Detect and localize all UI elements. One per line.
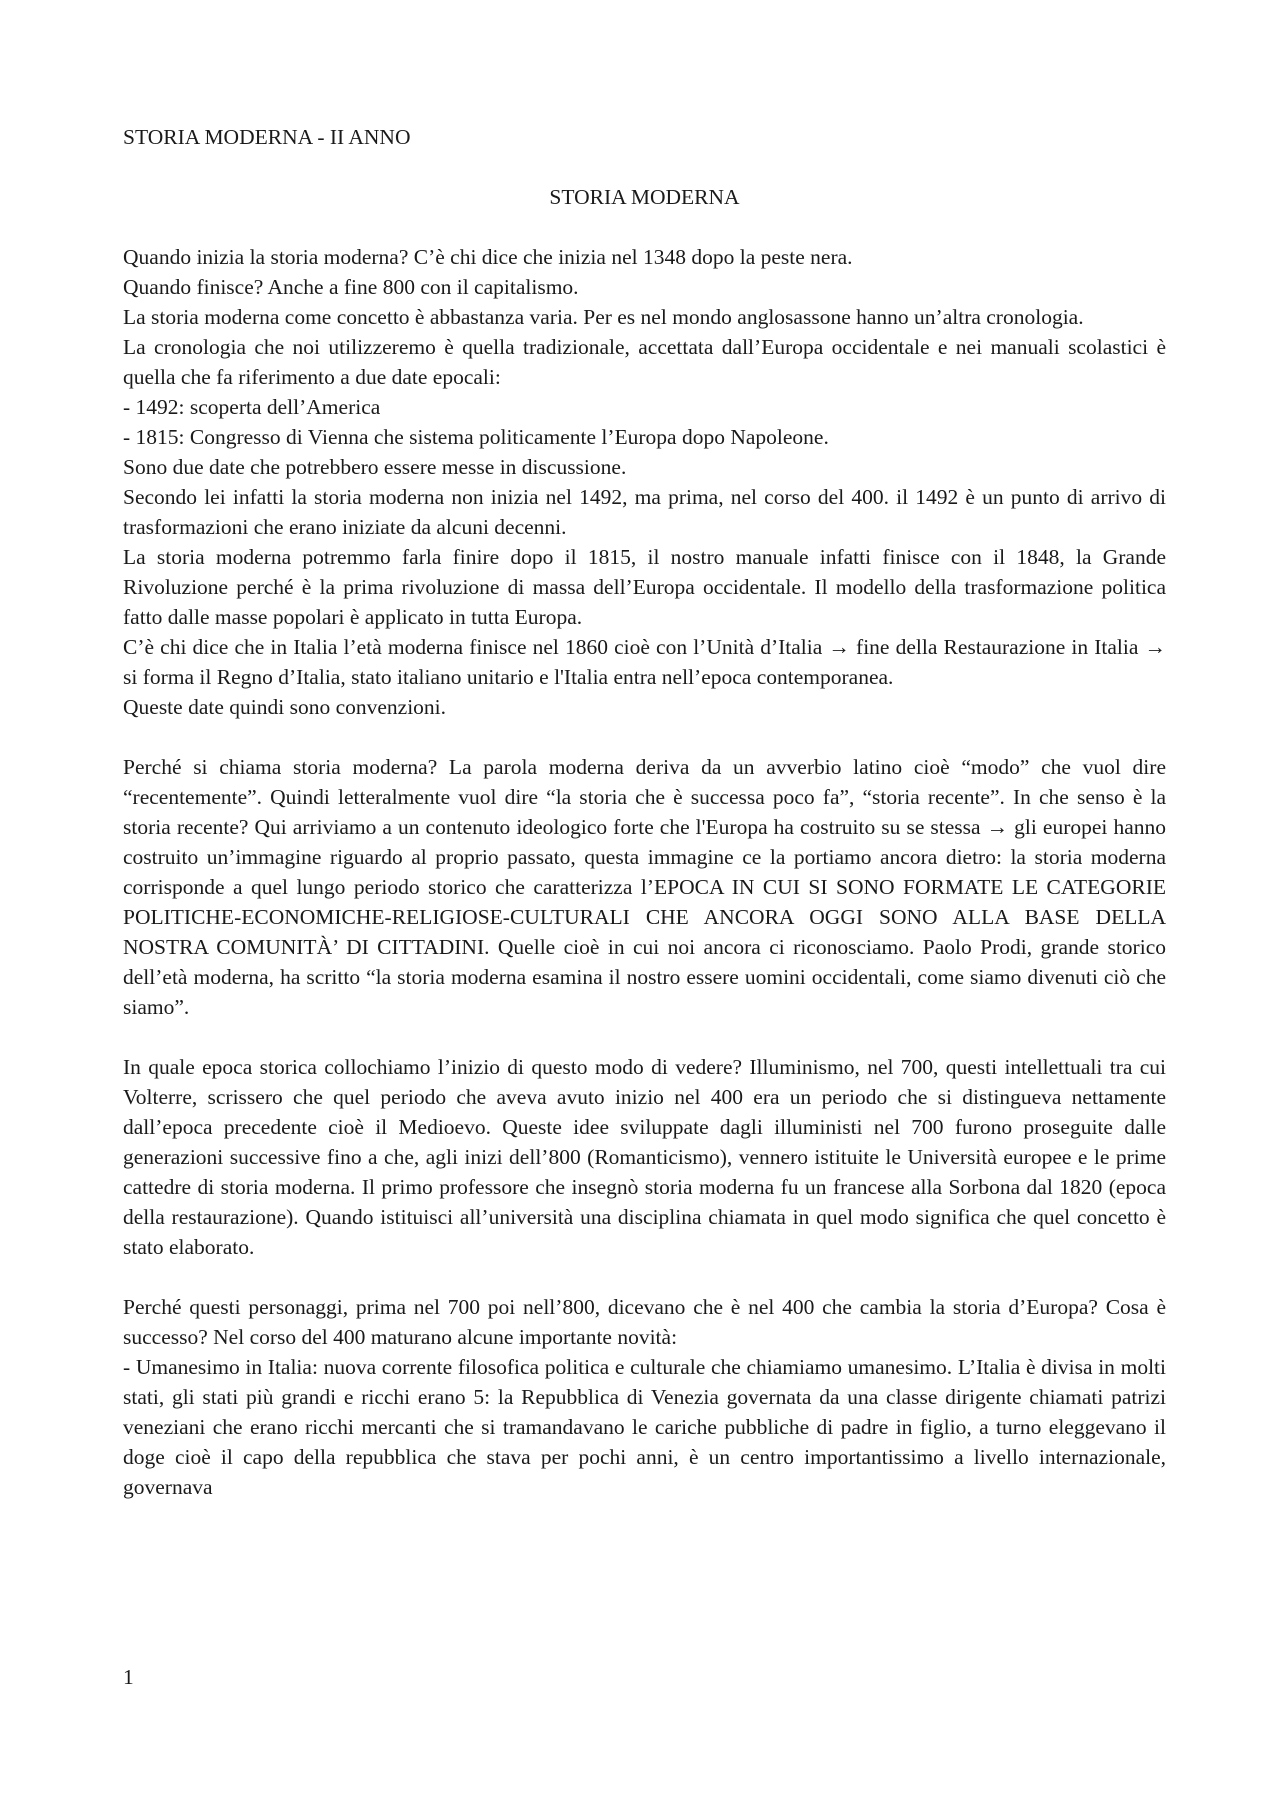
list-item: - 1815: Congresso di Vienna che sistema politicamente l’Europa dopo Napoleone.	[123, 425, 829, 449]
paragraph: Secondo lei infatti la storia moderna non inizia nel 1492, ma prima, nel corso del 400. il 1492 è un punto di arrivo di trasformazioni che erano iniziate da alcuni decenni.	[123, 485, 1166, 539]
paragraph: La storia moderna potremmo farla finire dopo il 1815, il nostro manuale infatti finisce con il 1848, la Grande Rivoluzione perché è la prima rivoluzione di massa dell’Europa occidentale. Il modello della trasformazione politica fatto dalle masse popolari è applicato in tutta Europa.	[123, 545, 1166, 629]
document-title: STORIA MODERNA	[549, 185, 740, 209]
document-header: STORIA MODERNA - II ANNO	[123, 125, 411, 149]
paragraph: La cronologia che noi utilizzeremo è quella tradizionale, accettata dall’Europa occidentale e nei manuali scolastici è quella che fa riferimento a due date epocali:	[123, 335, 1166, 389]
section-when-modern-history	[123, 242, 1166, 722]
document-body	[123, 122, 1166, 1502]
page-number: 1	[123, 1665, 134, 1689]
paragraph: In quale epoca storica collochiamo l’inizio di questo modo di vedere? Illuminismo, nel 700, questi intellettuali tra cui Volterre, scrissero che quel periodo che aveva avuto inizio nel 400 era un periodo che si distingueva nettamente dall’epoca precedente cioè il Medioevo. Queste idee sviluppate dagli illuministi nel 700 furono proseguite dalle generazioni successive fino a che, agli inizi dell’800 (Romanticismo), vennero istituite le Università europee e le prime cattedre di storia moderna. Il primo professore che insegnò storia moderna fu un francese alla Sorbona dal 1820 (epoca della restaurazione). Quando istituisci all’università una disciplina chiamata in quel modo significa che quel concetto è stato elaborato.	[123, 1055, 1166, 1259]
list-item: - 1492: scoperta dell’America	[123, 395, 381, 419]
section-why-called-modern	[123, 752, 1166, 1022]
paragraph: Perché questi personaggi, prima nel 700 poi nell’800, dicevano che è nel 400 che cambia la storia d’Europa? Cosa è successo? Nel corso del 400 maturano alcune importante novità:	[123, 1295, 1166, 1349]
paragraph: Queste date quindi sono convenzioni.	[123, 695, 447, 719]
paragraph: Perché si chiama storia moderna? La parola moderna deriva da un avverbio latino cioè “modo” che vuol dire “recentemente”. Quindi letteralmente vuol dire “la storia che è successa poco fa”, “storia recente”. In che senso è la storia recente? Qui arriviamo a un contenuto ideologico forte che l'Europa ha costruito su se stessa → gli europei hanno costruito un’immagine riguardo al proprio passato, questa immagine ce la portiamo ancora dietro: la storia moderna corrisponde a quel lungo periodo storico che caratterizza l’EPOCA IN CUI SI SONO FORMATE LE CATEGORIE POLITICHE-ECONOMICHE-RELIGIOSE-CULTURALI CHE ANCORA OGGI SONO ALLA BASE DELLA NOSTRA COMUNITÀ’ DI CITTADINI. Quelle cioè in cui noi ancora ci riconosciamo. Paolo Prodi, grande storico dell’età moderna, ha scritto “la storia moderna esamina il nostro essere uomini occidentali, come siamo divenuti ciò che siamo”.	[123, 755, 1166, 1019]
paragraph: Quando finisce? Anche a fine 800 con il capitalismo.	[123, 275, 579, 299]
paragraph: Quando inizia la storia moderna? C’è chi dice che inizia nel 1348 dopo la peste nera.	[123, 245, 853, 269]
list-item: - Umanesimo in Italia: nuova corrente filosofica politica e culturale che chiamiamo umanesimo. L’Italia è divisa in molti stati, gli stati più grandi e ricchi erano 5: la Repubblica di Venezia governata da una classe dirigente chiamati patrizi veneziani che erano ricchi mercanti che si tramandavano le cariche pubbliche di padre in figlio, a turno eleggevano il doge cioè il capo della repubblica che stava per pochi anni, è un centro importantissimo a livello internazionale, governava	[123, 1355, 1166, 1499]
section-illuminism	[123, 1052, 1166, 1262]
paragraph: C’è chi dice che in Italia l’età moderna finisce nel 1860 cioè con l’Unità d’Italia → fine della Restaurazione in Italia → si forma il Regno d’Italia, stato italiano unitario e l'Italia entra nell’epoca contemporanea.	[123, 635, 1166, 689]
paragraph: La storia moderna come concetto è abbastanza varia. Per es nel mondo anglosassone hanno un’altra cronologia.	[123, 305, 1084, 329]
paragraph: Sono due date che potrebbero essere messe in discussione.	[123, 455, 627, 479]
section-fifteenth-century	[123, 1292, 1166, 1502]
